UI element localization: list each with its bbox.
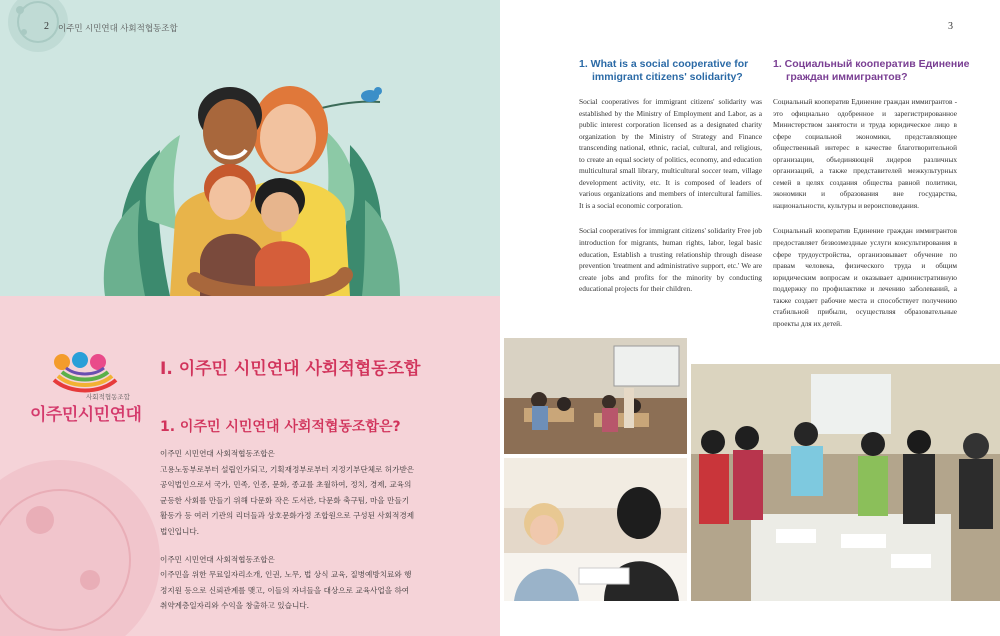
group-photo — [691, 364, 1000, 601]
english-heading — [579, 58, 748, 84]
lesson-photo — [504, 458, 687, 601]
text-line: 이주민을 위한 무료일자리소개, 인권, 노무, 법 상식 교육, 질병예방치료와 행 — [160, 570, 412, 580]
globe-decoration-bottom — [0, 440, 170, 636]
english-body — [579, 96, 762, 309]
chapter-title: I. 이주민 시민연대 사회적협동조합 — [160, 359, 421, 379]
classroom-photo-image — [504, 338, 687, 454]
russian-body — [773, 96, 957, 343]
text-line: 공익법인으로서 국가, 민족, 인종, 문화, 종교를 초월하여, 정치, 경제, 교육의 — [160, 480, 412, 490]
korean-paragraph-2 — [160, 552, 425, 614]
english-paragraph-1: Social cooperatives for immigrant citizens' solidarity was established by the Ministry of Employment and Labor, as a public interest corporation licensed as a designated charity organization by the Ministry of Strategy and Finance transcending national, ethnic, racial, cultural, and religious, to create an equal society of politics, economy, and education multicultural small library, multicultural soccer team, village development activity, etc. It is composed of leaders of various organizations and members of intercultural families. It is a social economic corporation. — [579, 97, 762, 210]
russian-heading — [773, 58, 970, 84]
text-line: 고용노동부로부터 설립인가되고, 기획재정부로부터 지정기부단체로 허가받은 — [160, 464, 415, 474]
heading-line: immigrant citizens' solidarity? — [592, 71, 743, 83]
heading-line: 1. What is a social cooperative for — [579, 58, 749, 70]
lesson-photo-image — [504, 458, 687, 601]
russian-paragraph-1: Социальный кооператив Единение граждан иммигрантов - это официально одобренное и зарегистрированное Министерством занятости и труда юридическое лицо в сфере социальной экономики, представляющее общественный интерес в качестве благотворительной организации, объединяющей лидеров различных организаций, а также представителей межкультурных семей в целях создания общества равной политики, экономики и образования вне государства, национальности, культуры и вероисповедания. — [773, 97, 957, 210]
text-line: 균등한 사회를 만들기 위해 다문화 작은 도서관, 다문화 축구팀, 마을 만들기 — [160, 495, 410, 505]
heading-line: граждан иммигрантов? — [786, 71, 908, 83]
text-line: 정지원 등으로 신뢰관계를 맺고, 이들의 자녀들을 대상으로 교육사업을 하여 — [160, 585, 410, 595]
text-line: 법인입니다. — [160, 526, 200, 536]
text-line: 이주민 시민연대 사회적협동조합은 — [160, 449, 275, 458]
korean-body — [160, 446, 425, 626]
group-photo-image — [691, 364, 1000, 601]
english-paragraph-2: Social cooperatives for immigrant citizens' solidarity Free job introduction for migrants, human rights, labor, legal basic education, Establish a trusting relationship through disease prevention 'treatment and administrative support, etc.' We are create jobs and profits for the minority by conducting educational projects for their children. — [579, 226, 762, 294]
logo-wordmark: 이주민시민연대 — [30, 405, 142, 425]
section-title: 1. 이주민 시민연대 사회적협동조합은? — [160, 419, 401, 435]
heading-line: 1. Социальный кооператив Единение — [773, 58, 970, 70]
korean-paragraph-1 — [160, 446, 425, 540]
organization-logo-icon — [50, 352, 135, 394]
logo-subtitle: 사회적협동조합 — [86, 393, 130, 401]
russian-paragraph-2: Социальный кооператив Единение граждан иммигрантов предоставляет безвозмездные услуги консультирования в сфере трудоустройства, организовывает обучение по правам человека, физического труда и общим юридическим вопросам и оказывает административную поддержку по профилактике и лечению заболеваний, а также создает рабочие места и способствует получению стабильной прибыли, осуществляя образовательные проекты для их детей. — [773, 226, 957, 328]
text-line: 이주민 시민연대 사회적협동조합은 — [160, 554, 275, 564]
page-number-right: 3 — [948, 21, 953, 32]
page-number: 2 — [44, 21, 49, 32]
text-line: 활동가 등 여러 기관의 리더들과 상호문화가정 조합원으로 구성된 사회적경제 — [160, 511, 415, 521]
running-header: 이주민 시민연대 사회적협동조합 — [58, 23, 178, 33]
family-illustration — [100, 60, 400, 296]
classroom-photo — [504, 338, 687, 454]
text-line: 취약계층일자리와 수익을 창출하고 있습니다. — [160, 601, 310, 611]
